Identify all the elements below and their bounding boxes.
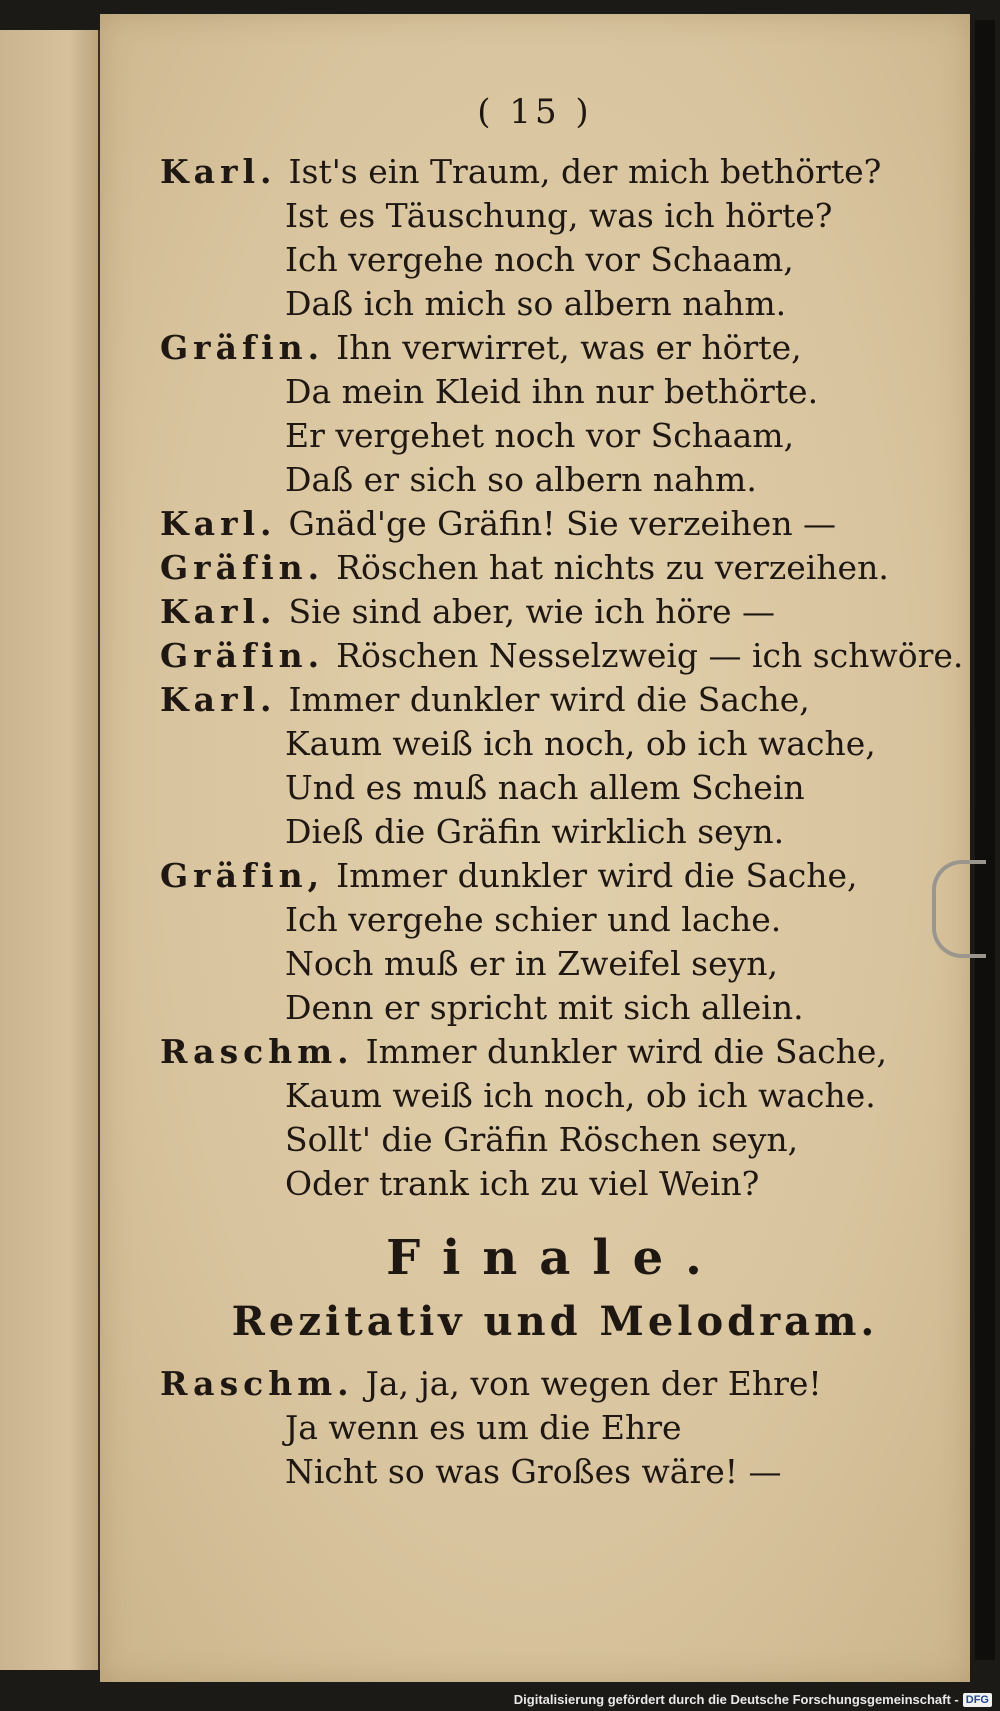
verse-line (160, 1030, 950, 1074)
verse-text: Noch muß er in Zweifel seyn, (285, 944, 779, 983)
verse-text: Immer dunkler wird die Sache, (336, 856, 858, 895)
verse-text: Dieß die Gräfin wirklich seyn. (285, 812, 785, 851)
verse-line (160, 1450, 950, 1494)
verse-text: Kaum weiß ich noch, ob ich wache. (285, 1076, 876, 1115)
verse-text: Er vergehet noch vor Schaam, (285, 416, 795, 455)
verse-line (160, 1162, 950, 1206)
verse-line (160, 1074, 950, 1118)
verse-line (160, 1362, 950, 1406)
speaker-name: Gräfin. (160, 548, 325, 587)
verse-text: Denn er spricht mit sich allein. (285, 988, 804, 1027)
speaker-name: Raschm. (160, 1364, 354, 1403)
page-edge-strip (975, 20, 995, 1660)
verse-text: Ja, ja, von wegen der Ehre! (365, 1364, 822, 1403)
verse-line (160, 238, 950, 282)
verse-text: Ist es Täuschung, was ich hörte? (285, 196, 833, 235)
speaker-name: Gräfin, (160, 856, 325, 895)
verse-line (160, 546, 950, 590)
verse-line (160, 898, 950, 942)
speaker-name: Gräfin. (160, 328, 325, 367)
verse-text: Gnäd'ge Gräfin! Sie verzeihen — (288, 504, 837, 543)
verse-line (160, 942, 950, 986)
verse-line (160, 150, 950, 194)
verse-text: Ich vergehe noch vor Schaam, (285, 240, 794, 279)
verse-line (160, 722, 950, 766)
speaker-name: Karl. (160, 592, 277, 631)
verse-text: Sie sind aber, wie ich höre — (288, 592, 775, 631)
section-subtitle: Rezitativ und Melodram. (231, 1298, 879, 1345)
verse-text: Ich vergehe schier und lache. (285, 900, 782, 939)
verse-line (160, 986, 950, 1030)
verse-line (160, 502, 950, 546)
verse-line (160, 414, 950, 458)
verse-text: Oder trank ich zu viel Wein? (285, 1164, 760, 1203)
verse-text: Und es muß nach allem Schein (285, 768, 805, 807)
footer-credit (514, 1692, 992, 1707)
page-clip (932, 860, 986, 958)
page-text (160, 150, 964, 1494)
verse-text: Immer dunkler wird die Sache, (288, 680, 810, 719)
book-page (100, 14, 970, 1682)
section-title: Finale. (386, 1230, 724, 1286)
verse-line (160, 854, 950, 898)
verse-text: Daß ich mich so albern nahm. (285, 284, 787, 323)
speaker-name: Gräfin. (160, 636, 325, 675)
verse-text: Da mein Kleid ihn nur bethörte. (285, 372, 819, 411)
verse-text: Ist's ein Traum, der mich bethörte? (288, 152, 882, 191)
verse-text: Röschen Nesselzweig — ich schwöre. (336, 636, 964, 675)
dialogue-lines-finale (160, 1362, 950, 1494)
verse-text: Immer dunkler wird die Sache, (365, 1032, 887, 1071)
verse-line (160, 810, 950, 854)
verse-text: Kaum weiß ich noch, ob ich wache, (285, 724, 876, 763)
verse-text: Ihn verwirret, was er hörte, (336, 328, 802, 367)
left-page-edge (0, 30, 100, 1670)
verse-text: Röschen hat nichts zu verzeihen. (336, 548, 889, 587)
verse-line (160, 1118, 950, 1162)
footer-text: Digitalisierung gefördert durch die Deutsche Forschungsgemeinschaft - (513, 1692, 959, 1707)
speaker-name: Karl. (160, 152, 277, 191)
dialogue-lines (160, 150, 964, 1206)
speaker-name: Raschm. (160, 1032, 354, 1071)
verse-line (160, 678, 950, 722)
speaker-name: Karl. (160, 504, 277, 543)
dfg-logo: DFG (963, 1693, 992, 1707)
verse-line (160, 766, 950, 810)
verse-line (160, 1406, 950, 1450)
speaker-name: Karl. (160, 680, 277, 719)
verse-line (160, 326, 950, 370)
verse-text: Daß er sich so albern nahm. (285, 460, 757, 499)
verse-text: Nicht so was Großes wäre! — (285, 1452, 782, 1491)
verse-line (160, 194, 950, 238)
verse-line (160, 458, 950, 502)
page-number: ( 15 ) (477, 92, 593, 132)
verse-line (160, 590, 950, 634)
verse-line (160, 370, 950, 414)
verse-text: Sollt' die Gräfin Röschen seyn, (285, 1120, 799, 1159)
verse-line (160, 282, 950, 326)
verse-text: Ja wenn es um die Ehre (285, 1408, 682, 1447)
verse-line (160, 634, 964, 678)
